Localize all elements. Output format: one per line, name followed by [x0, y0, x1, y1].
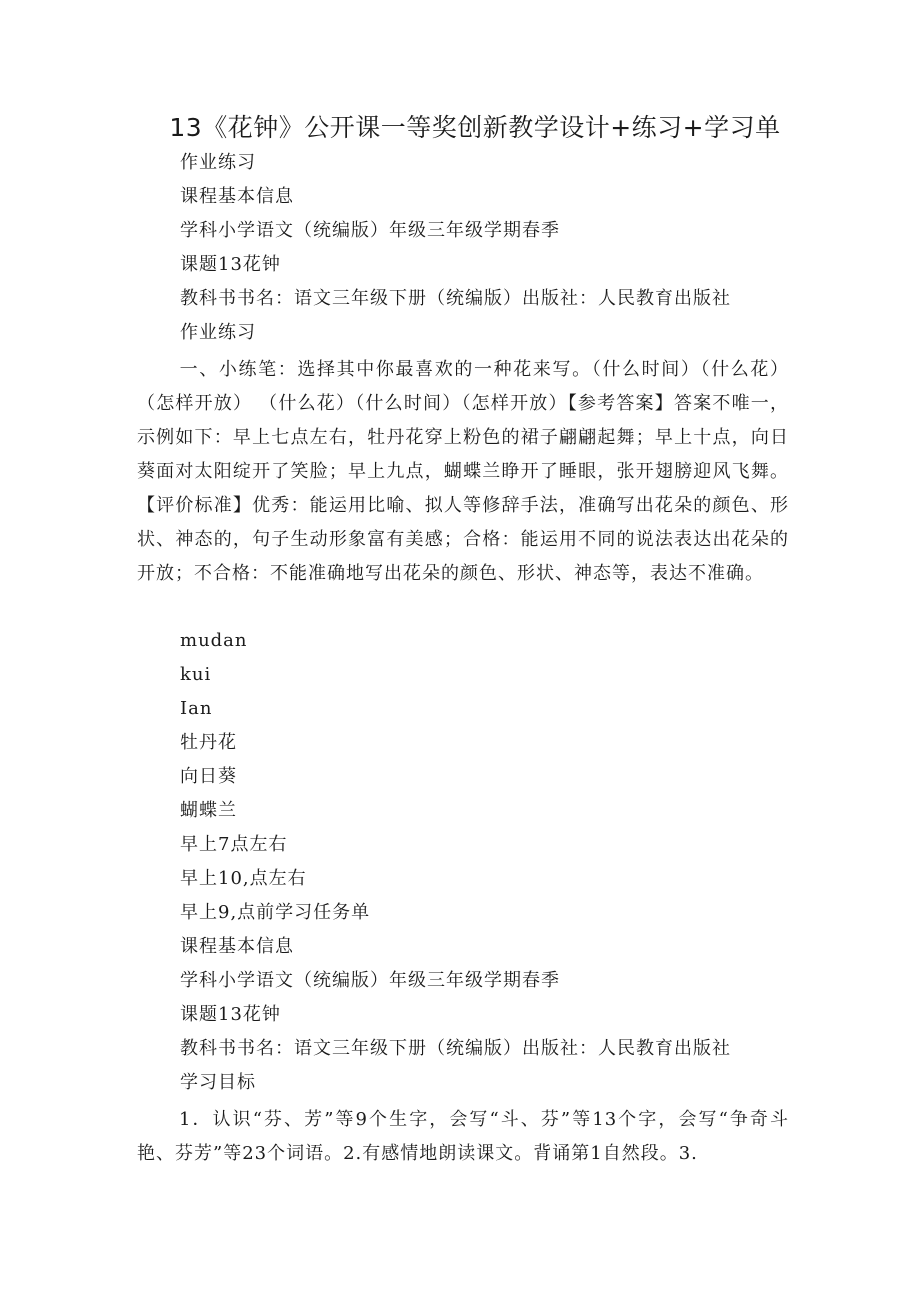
learning-goals-paragraph: [137, 1103, 789, 1171]
lesson-topic-line: 课题13花钟: [180, 254, 281, 275]
learning-goals-heading: 学习目标: [180, 1072, 256, 1093]
section-heading-homework-2: 作业练习: [180, 322, 256, 343]
time-10am: 早上10,点左右: [180, 868, 307, 889]
time-9am-task-sheet: 早上9,点前学习任务单: [180, 902, 371, 923]
subject-grade-line-2: 学科小学语文（统编版）年级三年级学期春季: [180, 970, 560, 991]
pinyin-mudan: mudan: [180, 630, 248, 651]
section-heading-homework: 作业练习: [180, 152, 256, 173]
subject-grade-line: 学科小学语文（统编版）年级三年级学期春季: [180, 220, 560, 241]
exercise-paragraph-text: 一、小练笔：选择其中你最喜欢的一种花来写。（什么时间）（什么花）（怎样开放） （什么花）（什么时间）（怎样开放）【参考答案】答案不唯一，示例如下：早上七点左右，牡丹花穿上粉色的裙子翩翩起舞；早上十点，向日葵面对太阳绽开了笑脸；早上九点，蝴蝶兰睁开了睡眼，张开翅膀迎风飞舞。【评价标准】优秀：能运用比喻、拟人等修辞手法，准确写出花朵的颜色、形状、神态的，句子生动形象富有美感；合格：能运用不同的说法表达出花朵的开放；不合格：不能准确地写出花朵的颜色、形状、神态等，表达不准确。: [137, 359, 789, 584]
lesson-topic-line-2: 课题13花钟: [180, 1004, 281, 1025]
pinyin-kui: kui: [180, 664, 212, 685]
flower-orchid: 蝴蝶兰: [180, 800, 237, 821]
flower-sunflower: 向日葵: [180, 766, 237, 787]
exercise-paragraph: [137, 353, 789, 591]
textbook-line-2: 教科书书名：语文三年级下册（统编版）出版社：人民教育出版社: [180, 1038, 731, 1059]
textbook-line: 教科书书名：语文三年级下册（统编版）出版社：人民教育出版社: [180, 288, 731, 309]
course-info-heading: 课程基本信息: [180, 186, 294, 207]
learning-goals-text: 1．认识“芬、芳”等9个生字，会写“斗、芬”等13个字，会写“争奇斗艳、芬芳”等23个词语。2.有感情地朗读课文。背诵第1自然段。3.: [137, 1109, 789, 1164]
pinyin-lan: Ian: [180, 698, 213, 719]
document-title: 13《花钟》公开课一等奖创新教学设计+练习+学习单: [169, 113, 781, 142]
flower-peony: 牡丹花: [180, 732, 237, 753]
time-7am: 早上7点左右: [180, 834, 288, 855]
course-info-heading-2: 课程基本信息: [180, 936, 294, 957]
